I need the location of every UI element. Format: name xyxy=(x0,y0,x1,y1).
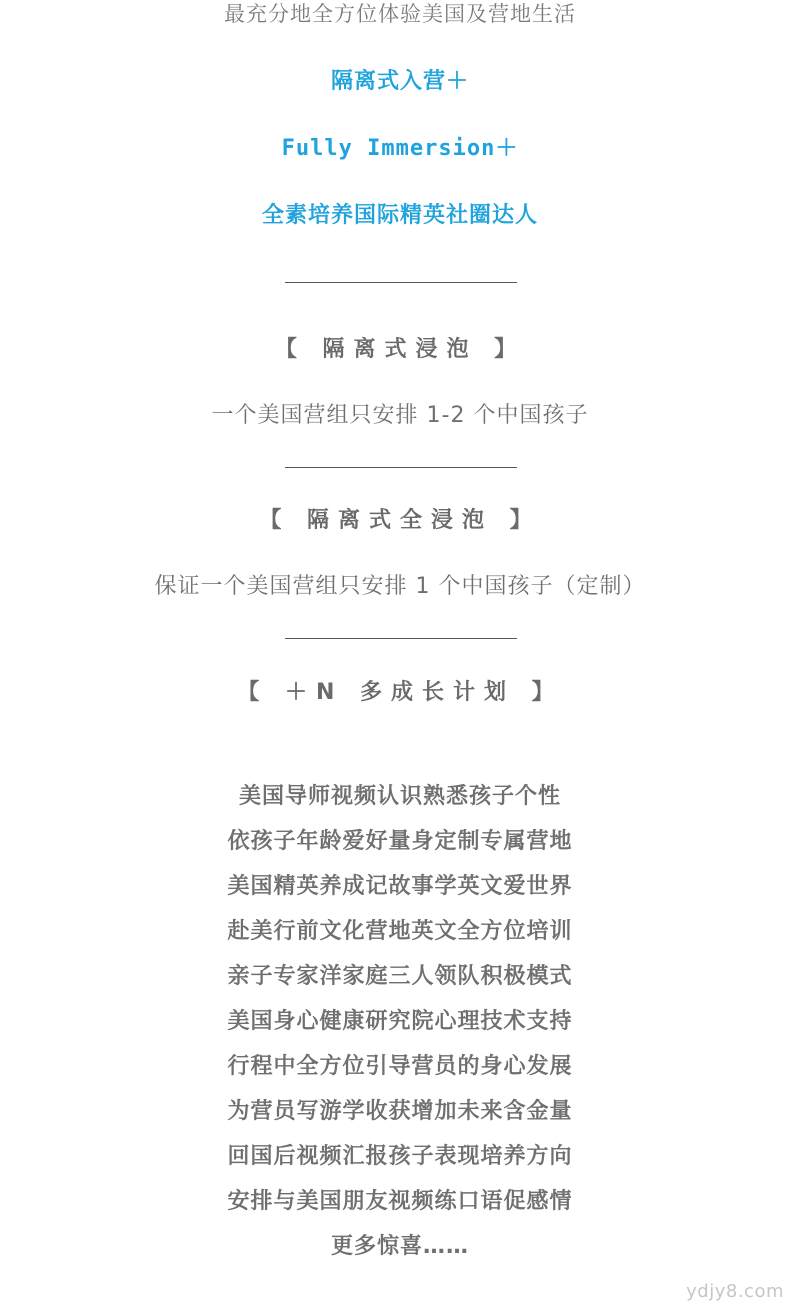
list-item: 赴美行前文化营地英文全方位培训 xyxy=(227,919,573,944)
highlight-isolated-entry: 隔离式入营＋ xyxy=(330,69,469,94)
section-title-growth-plan: 【 ＋N 多成长计划 】 xyxy=(237,680,563,705)
divider xyxy=(285,638,517,639)
list-item: 行程中全方位引导营员的身心发展 xyxy=(227,1054,573,1079)
highlight-fully-immersion: Fully Immersion＋ xyxy=(281,136,519,161)
list-item: 美国导师视频认识熟悉孩子个性 xyxy=(238,784,561,809)
divider xyxy=(285,282,517,283)
list-item: 更多惊喜…… xyxy=(330,1234,469,1259)
list-item: 依孩子年龄爱好量身定制专属营地 xyxy=(227,829,573,854)
growth-plan-list xyxy=(0,783,800,1278)
divider xyxy=(285,467,517,468)
highlight-elite-training: 全素培养国际精英社圈达人 xyxy=(261,203,538,228)
list-item: 回国后视频汇报孩子表现培养方向 xyxy=(227,1144,573,1169)
list-item: 安排与美国朋友视频练口语促感情 xyxy=(227,1189,573,1214)
section-text-isolated-immersion: 一个美国营组只安排 1-2 个中国孩子 xyxy=(211,403,589,428)
list-item: 亲子专家洋家庭三人领队积极模式 xyxy=(227,964,573,989)
watermark: ydjy8.com xyxy=(686,1281,784,1302)
section-text-full-immersion: 保证一个美国营组只安排 1 个中国孩子（定制） xyxy=(154,574,646,599)
section-title-full-immersion: 【 隔离式全浸泡 】 xyxy=(259,508,541,533)
intro-text: 最充分地全方位体验美国及营地生活 xyxy=(224,2,576,26)
list-item: 为营员写游学收获增加未来含金量 xyxy=(227,1099,573,1124)
list-item: 美国精英养成记故事学英文爱世界 xyxy=(227,874,573,899)
list-item: 美国身心健康研究院心理技术支持 xyxy=(227,1009,573,1034)
section-title-isolated-immersion: 【 隔离式浸泡 】 xyxy=(274,337,526,362)
